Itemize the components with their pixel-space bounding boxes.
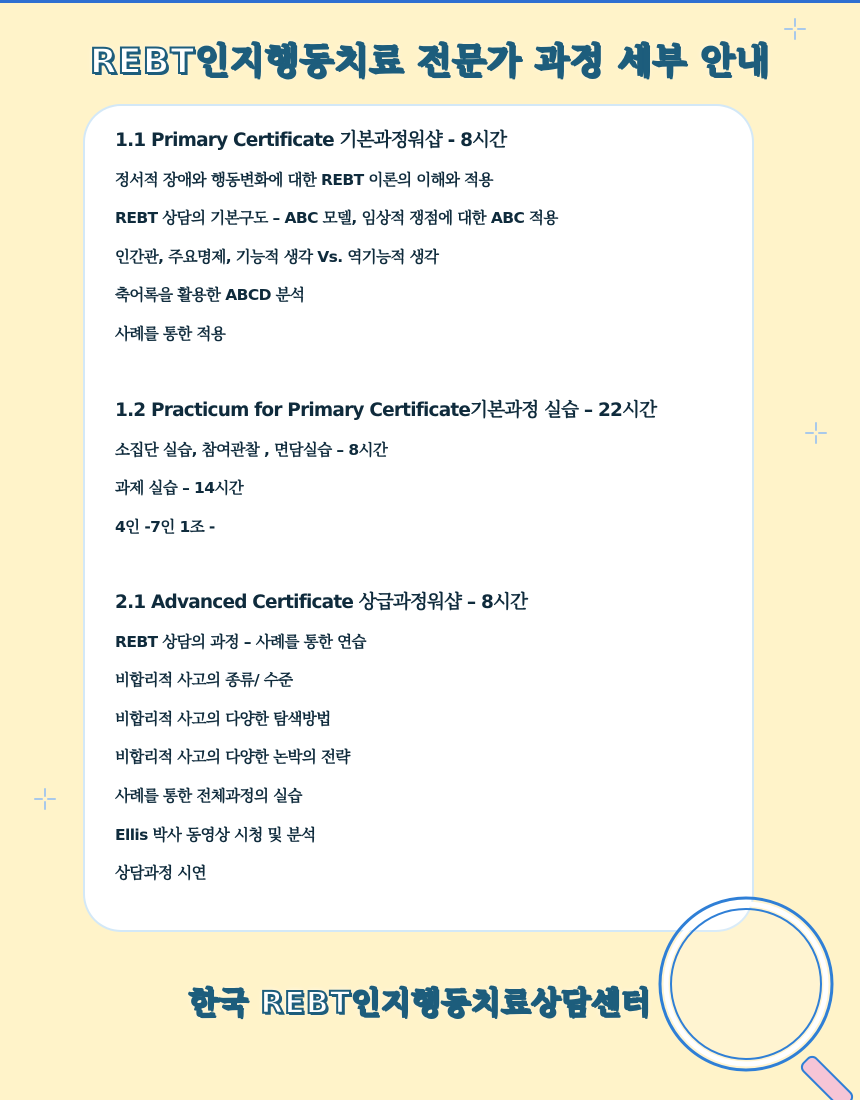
sparkle-icon xyxy=(784,18,806,40)
page-title: REBT인지행동치료 전문가 과정 세부 안내 xyxy=(89,42,771,82)
sparkle-icon xyxy=(34,788,56,810)
footer-center-name: 한국 REBT인지행동치료상담센터 xyxy=(188,986,652,1021)
list-item: 사례를 통한 전체과정의 실습 xyxy=(115,786,302,805)
list-item: REBT 상담의 기본구도 – ABC 모델, 임상적 쟁점에 대한 ABC 적용 xyxy=(115,209,558,228)
section-primary-practicum xyxy=(115,392,656,546)
section-heading: 1.2 Practicum for Primary Certificate기본과정 실습 – 22시간 xyxy=(115,400,657,421)
list-item: 4인 -7인 1조 - xyxy=(115,517,215,536)
list-item: 과제 실습 – 14시간 xyxy=(115,479,244,498)
list-item: REBT 상담의 과정 – 사례를 통한 연습 xyxy=(115,632,366,651)
list-item: 상담과정 시연 xyxy=(115,864,207,883)
list-item: 비합리적 사고의 다양한 탐색방법 xyxy=(115,709,331,728)
top-accent-line xyxy=(0,0,860,3)
section-heading: 2.1 Advanced Certificate 상급과정워샵 – 8시간 xyxy=(115,592,528,613)
section-advanced-workshop xyxy=(115,584,527,893)
list-item: Ellis 박사 동영상 시청 및 분석 xyxy=(115,825,316,844)
list-item: 소집단 실습, 참여관찰 , 면담실습 – 8시간 xyxy=(115,440,388,459)
list-item: 정서적 장애와 행동변화에 대한 REBT 이론의 이해와 적용 xyxy=(115,170,493,189)
list-item: 인간관, 주요명제, 기능적 생각 Vs. 역기능적 생각 xyxy=(115,247,439,266)
sparkle-icon xyxy=(805,422,827,444)
section-heading: 1.1 Primary Certificate 기본과정워샵 - 8시간 xyxy=(115,130,507,151)
section-primary-workshop xyxy=(115,122,558,354)
list-item: 축어록을 활용한 ABCD 분석 xyxy=(115,286,305,305)
list-item: 사례를 통한 적용 xyxy=(115,324,226,343)
list-item: 비합리적 사고의 다양한 논박의 전략 xyxy=(115,748,350,767)
list-item: 비합리적 사고의 종류/ 수준 xyxy=(115,671,293,690)
